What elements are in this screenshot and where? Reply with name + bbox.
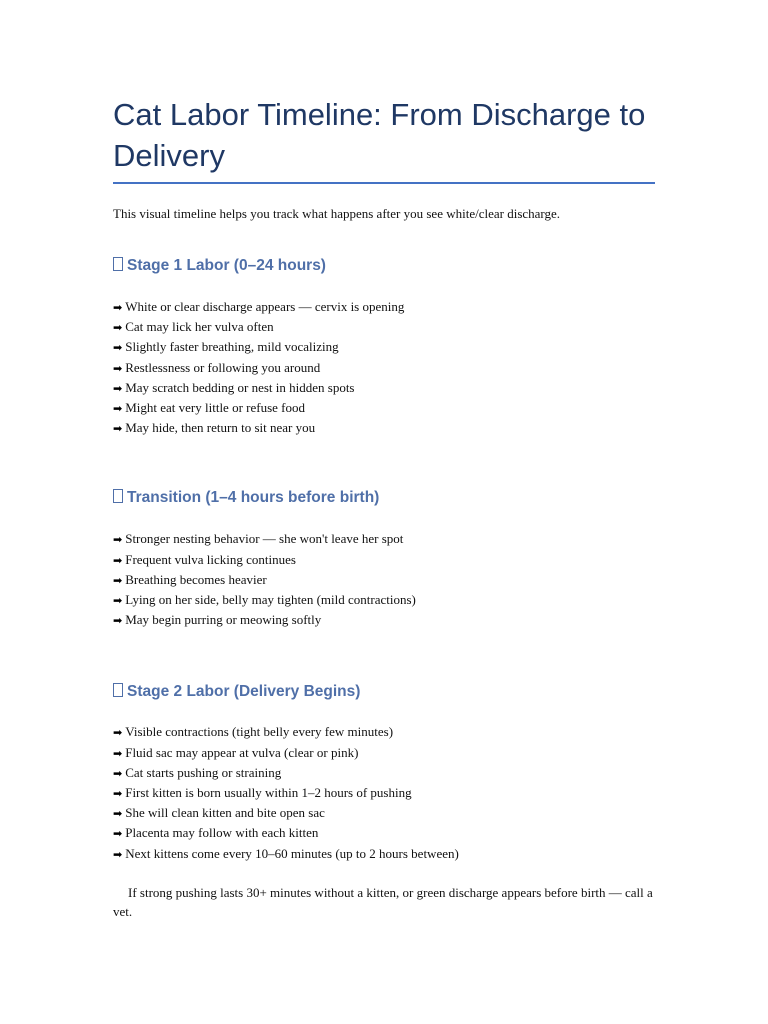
list-item: ➡ White or clear discharge appears — cervix is opening [113,299,405,314]
section-heading-text: Stage 1 Labor (0–24 hours) [127,257,326,274]
section-heading-text: Transition (1–4 hours before birth) [127,489,380,507]
list-item: ➡ Placenta may follow with each kitten [113,825,319,841]
right-arrow-icon: ➡ [113,766,123,780]
section-heading [113,681,655,703]
list-item: ➡ May begin purring or meowing softly [113,612,322,628]
bullet-list [113,529,655,630]
right-arrow-icon: ➡ [113,573,123,587]
list-item: ➡ Fluid sac may appear at vulva (clear or pink) [113,744,359,760]
list-item: ➡ Frequent vulva licking continues [113,551,296,567]
section-heading-text: Stage 2 Labor (Delivery Begins) [127,683,361,701]
bullet-list [113,297,655,438]
right-arrow-icon: ➡ [113,301,123,314]
right-arrow-icon: ➡ [113,402,123,416]
right-arrow-icon: ➡ [113,533,123,547]
section-stage-2 [113,681,655,863]
list-item: ➡ Cat starts pushing or straining [113,764,282,780]
section-stage-1 [113,255,655,438]
list-item: ➡ May hide, then return to sit near you [113,420,316,436]
missing-glyph-icon [113,683,123,697]
document-title: Cat Labor Timeline: From Discharge to Delivery [113,0,655,184]
bullet-list [113,722,655,863]
right-arrow-icon: ➡ [113,381,123,395]
list-item: ➡ Stronger nesting behavior — she won't leave her spot [113,531,404,547]
list-item: ➡ First kitten is born usually within 1–2 hours of pushing [113,785,412,801]
right-arrow-icon: ➡ [113,321,123,335]
list-item: ➡ Might eat very little or refuse food [113,400,305,416]
intro-paragraph: This visual timeline helps you track what happens after you see white/clear discharge. [113,206,561,221]
section-heading [113,487,655,509]
list-item: ➡ She will clean kitten and bite open sac [113,805,325,821]
list-item: ➡ Cat may lick her vulva often [113,319,274,335]
list-item: ➡ May scratch bedding or nest in hidden spots [113,379,355,395]
list-item: ➡ Visible contractions (tight belly every few minutes) [113,724,394,740]
right-arrow-icon: ➡ [113,614,123,628]
right-arrow-icon: ➡ [113,726,123,740]
right-arrow-icon: ➡ [113,827,123,841]
right-arrow-icon: ➡ [113,422,123,436]
list-item: ➡ Lying on her side, belly may tighten (mild contractions) [113,592,416,608]
missing-glyph-icon [113,257,123,271]
right-arrow-icon: ➡ [113,594,123,608]
right-arrow-icon: ➡ [113,746,123,760]
list-item: ➡ Next kittens come every 10–60 minutes (up to 2 hours between) [113,845,459,861]
list-item: ➡ Breathing becomes heavier [113,571,267,587]
right-arrow-icon: ➡ [113,807,123,821]
right-arrow-icon: ➡ [113,787,123,801]
vet-warning-paragraph: If strong pushing lasts 30+ minutes without a kitten, or green discharge appears before birth — call a vet. [113,884,653,919]
section-heading [113,255,655,277]
right-arrow-icon: ➡ [113,847,123,861]
list-item: ➡ Slightly faster breathing, mild vocalizing [113,339,339,355]
list-item: ➡ Restlessness or following you around [113,359,321,375]
right-arrow-icon: ➡ [113,553,123,567]
right-arrow-icon: ➡ [113,361,123,375]
missing-glyph-icon [113,489,123,503]
section-transition [113,487,655,630]
right-arrow-icon: ➡ [113,341,123,355]
